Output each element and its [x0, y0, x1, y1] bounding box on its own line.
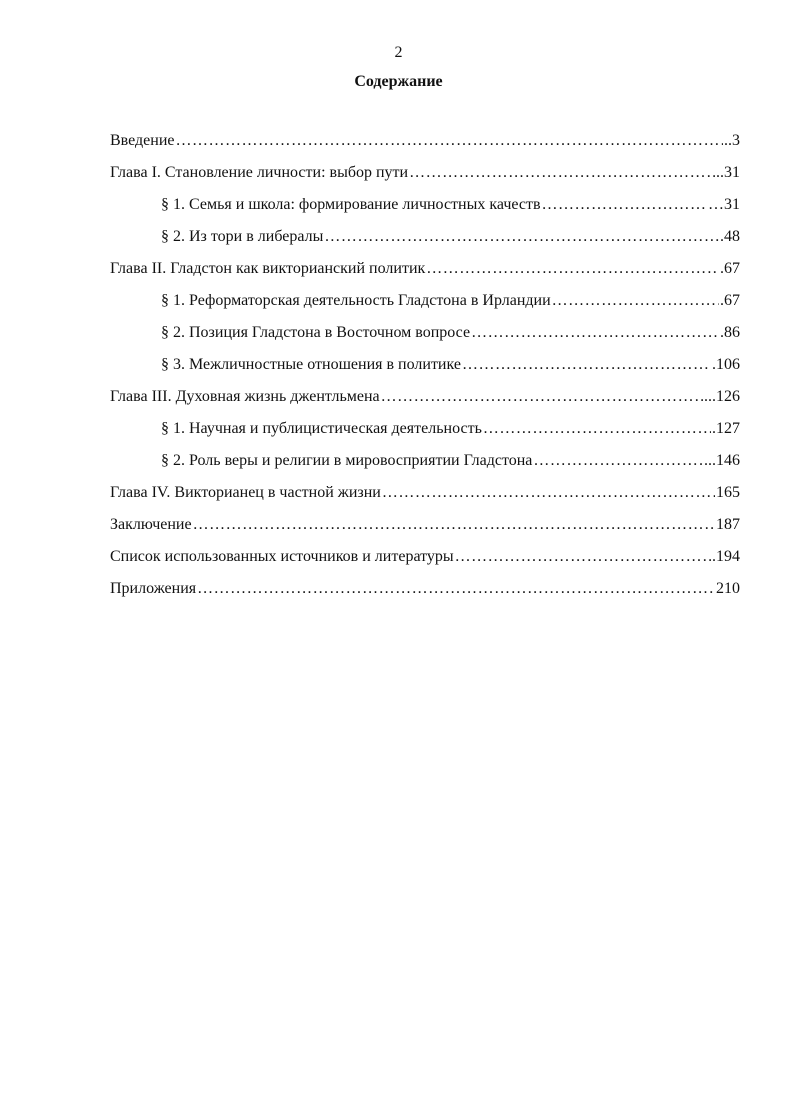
toc-entry-page: .194 — [712, 548, 740, 565]
toc-entry-label: § 3. Межличностные отношения в политике — [161, 356, 461, 373]
toc-entry-chapter-2-section-1 — [161, 290, 740, 312]
toc-entry-label: § 2. Позиция Гладстона в Восточном вопросе — [161, 324, 471, 341]
toc-entry-chapter-1 — [110, 162, 740, 184]
toc-entry-chapter-2-section-2 — [161, 322, 740, 344]
page-title: Содержание — [354, 73, 443, 90]
toc-entry-page: .48 — [720, 228, 740, 245]
toc-entry-page: ..3 — [724, 132, 740, 149]
toc-entry-label: Приложения — [110, 580, 197, 597]
toc-entry-page: .67 — [720, 292, 740, 309]
toc-dot-leader — [462, 354, 711, 376]
toc-entry-page: ..31 — [716, 164, 740, 181]
toc-dot-leader — [455, 546, 711, 568]
toc-dot-leader — [382, 482, 715, 504]
toc-entry-page: ...146 — [704, 452, 740, 469]
toc-entry-page: ...126 — [704, 388, 740, 405]
toc-entry-label: Глава III. Духовная жизнь джентльмена — [110, 388, 380, 405]
toc-dot-leader — [176, 130, 724, 152]
toc-entry-chapter-3-section-1 — [161, 418, 740, 440]
toc-dot-leader — [542, 194, 707, 216]
toc-entry-label: Введение — [110, 132, 175, 149]
toc-dot-leader — [471, 322, 719, 344]
toc-entry-page: 165 — [716, 484, 740, 501]
toc-dot-leader — [197, 578, 715, 600]
toc-dot-leader — [193, 514, 715, 536]
toc-dot-leader — [483, 418, 711, 440]
toc-entry-chapter-3-section-2 — [161, 450, 740, 472]
toc-entry-label: § 1. Семья и школа: формирование личностных качеств — [161, 196, 541, 213]
toc-entry-chapter-2-section-3 — [161, 354, 740, 376]
toc-dot-leader — [381, 386, 703, 408]
toc-dot-leader — [409, 162, 715, 184]
toc-entry-chapter-2 — [110, 258, 740, 280]
toc-entry-appendices — [110, 578, 740, 600]
toc-entry-label: Заключение — [110, 516, 192, 533]
toc-entry-label: § 2. Из тори в либералы — [161, 228, 324, 245]
toc-entry-conclusion — [110, 514, 740, 536]
toc-entry-page: …31 — [708, 196, 740, 213]
toc-entry-chapter-1-section-1 — [161, 194, 740, 216]
toc-entry-label: § 2. Роль веры и религии в мировосприятии Гладстона — [161, 452, 533, 469]
toc-dot-leader — [552, 290, 719, 312]
toc-entry-page: 187 — [716, 516, 740, 533]
toc-dot-leader — [426, 258, 719, 280]
toc-entry-page: .67 — [720, 260, 740, 277]
toc-entry-label: Глава I. Становление личности: выбор пути — [110, 164, 409, 181]
toc-entry-label: § 1. Научная и публицистическая деятельность — [161, 420, 482, 437]
toc-entry-page: .86 — [720, 324, 740, 341]
toc-entry-page: 210 — [716, 580, 740, 597]
toc-entry-chapter-4 — [110, 482, 740, 504]
toc-entry-chapter-1-section-2 — [161, 226, 740, 248]
toc-entry-introduction — [110, 130, 740, 152]
toc-entry-label: Глава II. Гладстон как викторианский политик — [110, 260, 426, 277]
toc-entry-page: .106 — [712, 356, 740, 373]
page-number: 2 — [394, 44, 403, 61]
toc-dot-leader — [533, 450, 703, 472]
toc-entry-label: § 1. Реформаторская деятельность Гладстона в Ирландии — [161, 292, 551, 309]
toc-entry-label: Список использованных источников и литературы — [110, 548, 454, 565]
toc-entry-bibliography — [110, 546, 740, 568]
toc-entry-page: .127 — [712, 420, 740, 437]
toc-entry-label: Глава IV. Викторианец в частной жизни — [110, 484, 381, 501]
toc-entry-chapter-3 — [110, 386, 740, 408]
toc-dot-leader — [324, 226, 719, 248]
